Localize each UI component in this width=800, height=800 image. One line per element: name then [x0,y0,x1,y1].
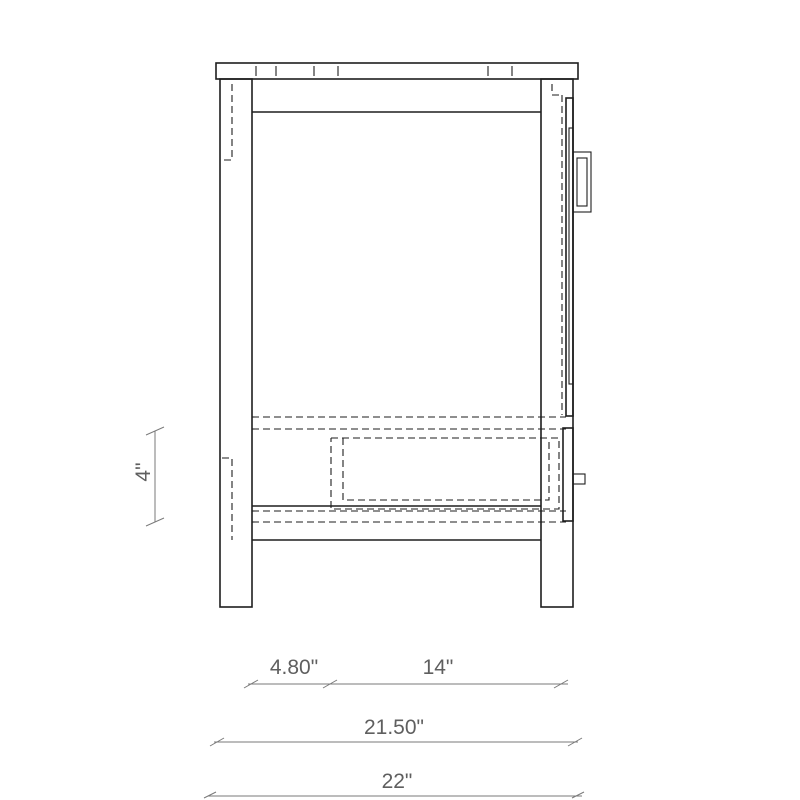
dimension-label-left-offset: 4.80" [269,656,319,679]
dimension-label-overall-width: 22" [381,770,413,793]
right-leg [541,79,573,607]
dimension-body-width [210,716,582,746]
dimension-drawer-height [132,427,164,526]
left-leg [220,79,252,607]
dimension-label-drawer-height: 4" [132,462,155,482]
countertop [216,63,578,79]
dimension-label-drawer-width: 14" [422,656,454,679]
drawer-face [563,428,585,521]
dimension-offset-and-drawer-width [244,656,568,688]
dimension-label-body-width: 21.50" [363,716,425,739]
dimension-overall-width [204,770,584,798]
door-edge [566,98,573,416]
door-handle [573,152,591,212]
